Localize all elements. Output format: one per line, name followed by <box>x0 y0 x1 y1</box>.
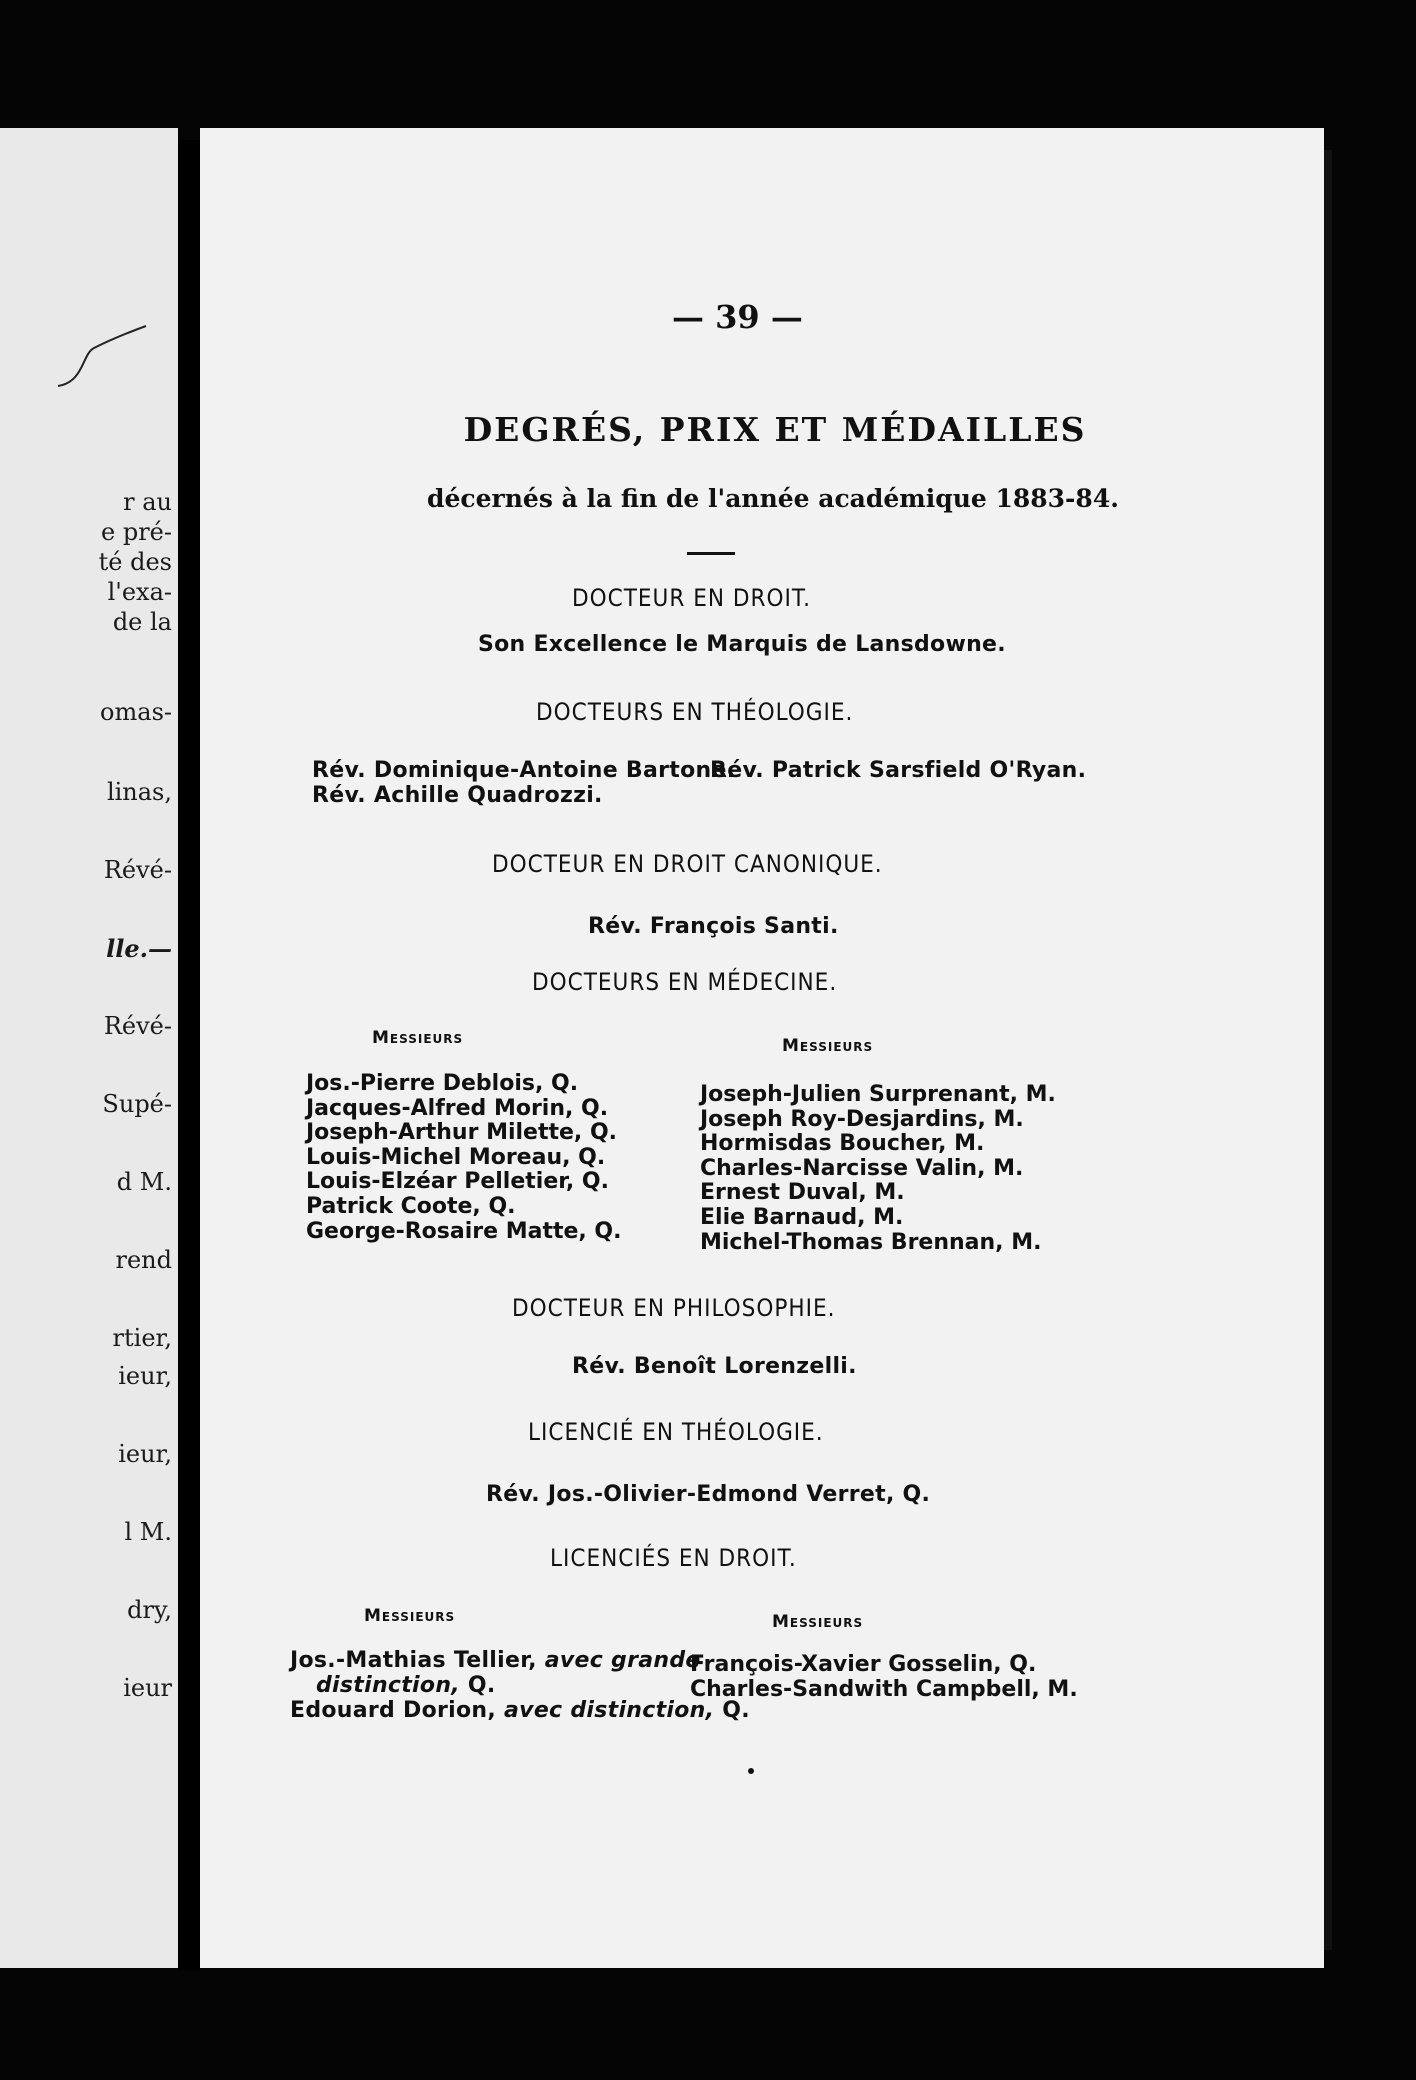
honoree-line: Son Excellence le Marquis de Lansdowne. <box>478 632 1006 657</box>
left-page-fragment <box>0 128 178 1968</box>
distinction-text: distinction, <box>316 1673 460 1698</box>
name-entry: Jacques-Alfred Morin, Q. <box>306 1095 609 1121</box>
name-entry: Patrick Coote, Q. <box>306 1193 516 1219</box>
name-entry: Louis-Elzéar Pelletier, Q. <box>306 1169 609 1195</box>
name-entry: Rév. Dominique-Antoine Bartone. <box>312 758 736 783</box>
left-line: Supé- <box>102 1090 172 1118</box>
left-line: rtier, <box>112 1324 172 1352</box>
name-entry: Jos.-Pierre Deblois, Q. <box>306 1071 579 1096</box>
name-text: Jos.-Mathias Tellier, <box>290 1648 537 1673</box>
book-gutter <box>178 140 200 1970</box>
ink-dot <box>748 1768 754 1774</box>
name-entry: Charles-Sandwith Campbell, M. <box>690 1676 1078 1702</box>
left-line: l M. <box>124 1518 172 1546</box>
name-column-right <box>690 1653 1078 1702</box>
left-line: Révé- <box>103 856 172 884</box>
left-line: ieur <box>123 1674 172 1702</box>
distinction-text: avec grande <box>544 1648 701 1673</box>
name-text: Q. <box>722 1698 750 1723</box>
section-heading: DOCTEURS EN MÉDECINE. <box>532 968 838 996</box>
name-entry: Rév. Patrick Sarsfield O'Ryan. <box>710 758 1087 783</box>
section-heading: DOCTEUR EN DROIT CANONIQUE. <box>492 850 883 878</box>
name-column-right <box>700 1083 1056 1255</box>
left-line: lle.— <box>106 934 172 963</box>
left-line: l'exa- <box>107 578 172 606</box>
messieurs-label: Messieurs <box>364 1606 456 1626</box>
name-text: Q. <box>467 1673 496 1698</box>
name-entry: Charles-Narcisse Valin, M. <box>700 1155 1024 1181</box>
name-entry: Joseph-Arthur Milette, Q. <box>306 1120 618 1146</box>
name-entry: Rév. Achille Quadrozzi. <box>312 783 603 808</box>
left-line: e pré- <box>101 518 172 546</box>
left-line: omas- <box>100 698 172 726</box>
name-entry: Ernest Duval, M. <box>700 1180 905 1206</box>
messieurs-label: Messieurs <box>782 1036 874 1056</box>
messieurs-label: Messieurs <box>372 1028 464 1048</box>
section-heading: DOCTEUR EN DROIT. <box>572 584 812 612</box>
left-line: té des <box>98 548 172 576</box>
name-entry: Joseph Roy-Desjardins, M. <box>700 1106 1024 1132</box>
name-entry: Elie Barnaud, M. <box>700 1204 904 1230</box>
name-entry: Joseph-Julien Surprenant, M. <box>700 1082 1056 1107</box>
left-line: de la <box>112 608 172 636</box>
divider-rule <box>687 552 735 555</box>
name-entry: George-Rosaire Matte, Q. <box>306 1218 622 1244</box>
name-text: Edouard Dorion, <box>290 1698 497 1723</box>
name-column-left <box>306 1072 621 1244</box>
section-heading: LICENCIÉ EN THÉOLOGIE. <box>528 1418 824 1446</box>
left-line: Révé- <box>103 1012 172 1040</box>
name-entry: Michel-Thomas Brennan, M. <box>700 1229 1042 1255</box>
left-line: ieur, <box>118 1440 172 1468</box>
honoree-line: Rév. Jos.-Olivier-Edmond Verret, Q. <box>486 1482 931 1507</box>
name-entry: Hormisdas Boucher, M. <box>700 1131 985 1157</box>
section-heading: LICENCIÉS EN DROIT. <box>550 1544 797 1572</box>
name-entry: Louis-Michel Moreau, Q. <box>306 1144 606 1170</box>
section-heading: DOCTEURS EN THÉOLOGIE. <box>536 698 854 726</box>
honoree-line: Rév. Benoît Lorenzelli. <box>572 1354 857 1379</box>
section-heading: DOCTEUR EN PHILOSOPHIE. <box>512 1294 836 1322</box>
page-title: DEGRÉS, PRIX ET MÉDAILLES <box>463 410 1087 449</box>
left-line: d M. <box>116 1168 172 1196</box>
page-subtitle: décernés à la fin de l'année académique 1883-84. <box>427 484 1119 513</box>
distinction-text: avec distinction, <box>504 1698 715 1723</box>
document-page <box>200 128 1324 1968</box>
left-line: dry, <box>127 1596 172 1624</box>
honoree-line: Rév. François Santi. <box>588 914 839 939</box>
left-line: r au <box>123 488 172 516</box>
left-line: linas, <box>106 778 172 806</box>
left-line: rend <box>115 1246 172 1274</box>
name-entry: François-Xavier Gosselin, Q. <box>690 1652 1037 1677</box>
name-entry <box>290 1698 750 1723</box>
name-entry <box>290 1648 701 1673</box>
left-line: ieur, <box>118 1362 172 1390</box>
pencil-mark <box>54 324 150 394</box>
messieurs-label: Messieurs <box>772 1612 864 1632</box>
page-number: — 39 — <box>672 298 803 336</box>
page-edge-shadow <box>1324 150 1332 1950</box>
name-entry-continued <box>316 1673 496 1698</box>
